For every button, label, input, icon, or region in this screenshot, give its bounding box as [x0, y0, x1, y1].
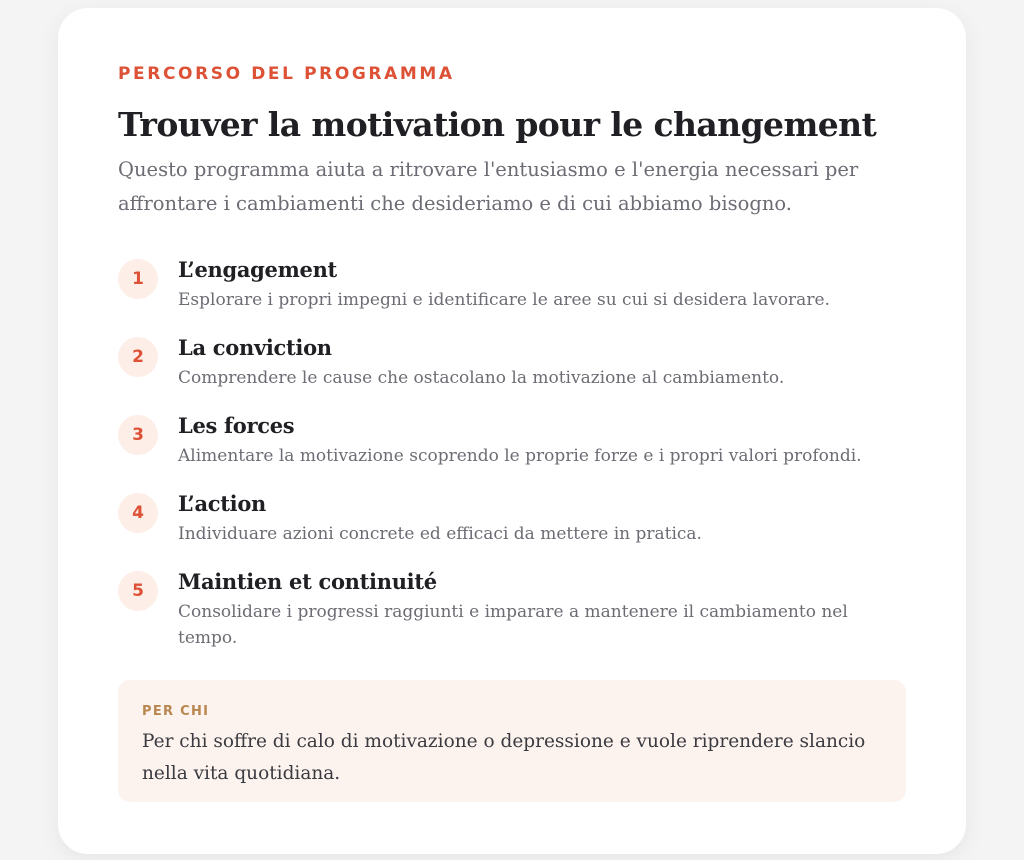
step-item	[118, 569, 906, 651]
step-title: Les forces	[178, 413, 295, 438]
audience-box	[118, 680, 906, 802]
step-title: La conviction	[178, 335, 332, 360]
step-description: Consolidare i progressi raggiunti e imparare a mantenere il cambiamento nel tempo.	[178, 602, 848, 648]
step-number-badge: 3	[118, 415, 158, 455]
step-title: Maintien et continuité	[178, 569, 437, 594]
program-title: Trouver la motivation pour le changement	[118, 105, 877, 144]
step-number-badge: 5	[118, 571, 158, 611]
step-item	[118, 413, 906, 469]
audience-label: PER CHI	[142, 704, 210, 719]
step-item	[118, 491, 906, 547]
step-number-badge: 4	[118, 493, 158, 533]
step-number-badge: 1	[118, 259, 158, 299]
step-description: Individuare azioni concrete ed efficaci da mettere in pratica.	[178, 524, 702, 544]
audience-text: Per chi soffre di calo di motivazione o depressione e vuole riprendere slancio nella vita quotidiana.	[142, 731, 866, 784]
step-title: L’action	[178, 491, 266, 516]
steps-list	[118, 257, 906, 651]
step-item	[118, 335, 906, 391]
step-description: Comprendere le cause che ostacolano la motivazione al cambiamento.	[178, 368, 785, 388]
step-description: Alimentare la motivazione scoprendo le proprie forze e i propri valori profondi.	[178, 446, 862, 466]
program-intro: Questo programma aiuta a ritrovare l'entusiasmo e l'energia necessari per affrontare i cambiamenti che desideriamo e di cui abbiamo bisogno.	[118, 158, 859, 215]
step-number-badge: 2	[118, 337, 158, 377]
step-item	[118, 257, 906, 313]
step-description: Esplorare i propri impegni e identificare le aree su cui si desidera lavorare.	[178, 290, 830, 310]
step-title: L’engagement	[178, 257, 337, 282]
program-card	[58, 8, 966, 854]
section-eyebrow: PERCORSO DEL PROGRAMMA	[118, 64, 455, 84]
